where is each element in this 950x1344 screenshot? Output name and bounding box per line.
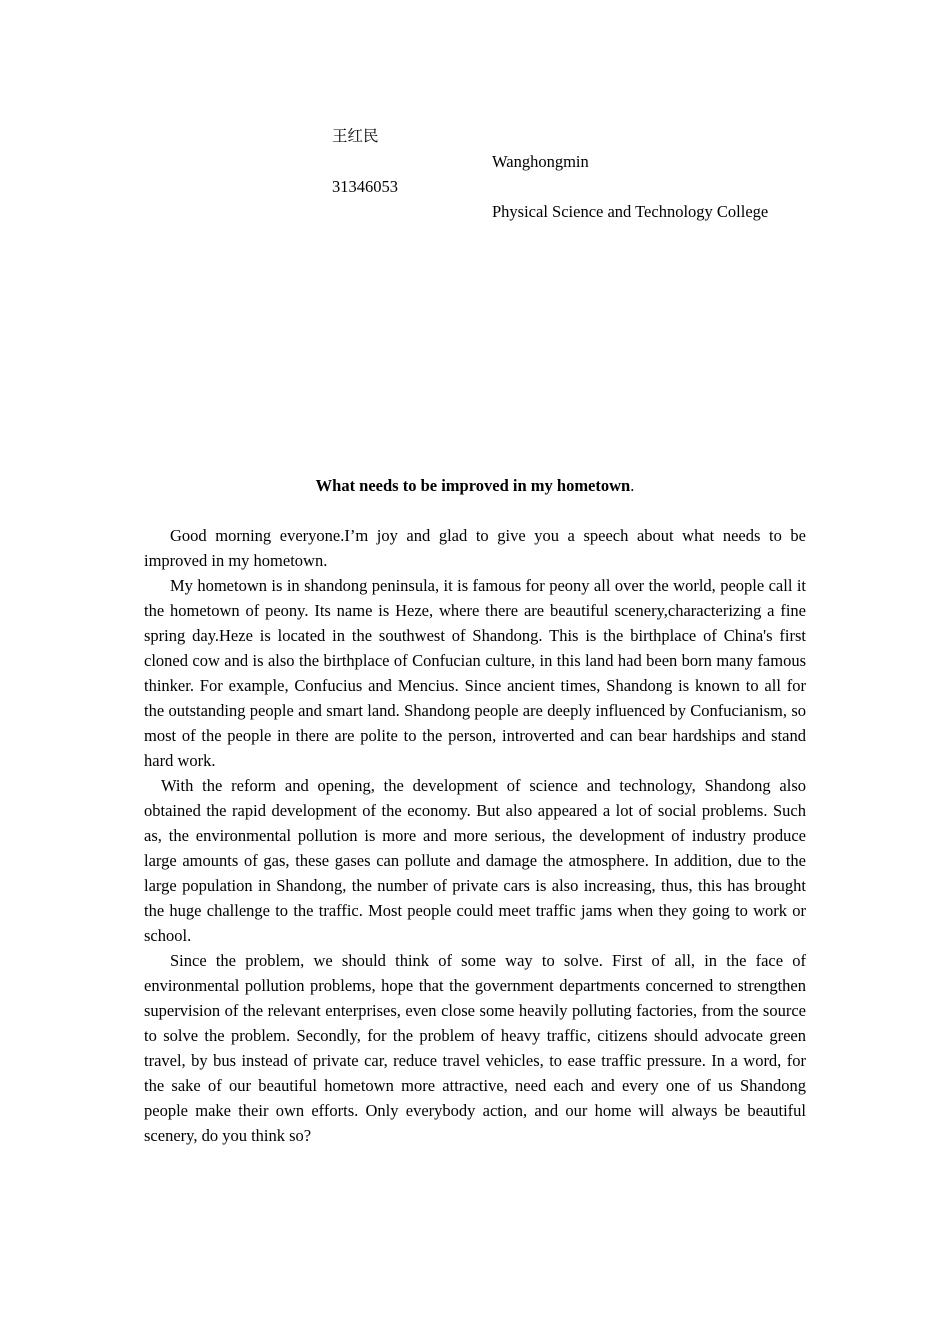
paragraph-problems: With the reform and opening, the development of science and technology, Shandong also obtained the rapid development of the economy. But also appeared a lot of social problems. Such as, the environmental pollution is more and more serious, the development of industry produce large amounts of gas, these gases can pollute and damage the atmosphere. In addition, due to the large population in Shandong, the number of private cars is also increasing, thus, this has brought the huge challenge to the traffic. Most people could meet traffic jams when they going to work or school. bbox=[144, 776, 806, 945]
document-title-trailing: . bbox=[630, 476, 635, 495]
student-id: 31346053 bbox=[332, 177, 398, 196]
document-body bbox=[144, 523, 806, 1148]
paragraph-solutions: Since the problem, we should think of some way to solve. First of all, in the face of environmental pollution problems, hope that the government departments concerned to strengthen supervision of the relevant enterprises, even close some heavily polluting factories, from the source to solve the problem. Secondly, for the problem of heavy traffic, citizens should advocate green travel, by bus instead of private car, reduce travel vehicles, to ease traffic pressure. In a word, for the sake of our beautiful hometown more attractive, need each and every one of us Shandong people make their own efforts. Only everybody action, and our home will always be beautiful scenery, do you think so? bbox=[144, 951, 806, 1145]
author-english-name: Wanghongmin bbox=[492, 152, 589, 171]
paragraph-greeting: Good morning everyone.I’m joy and glad to give you a speech about what needs to be improved in my hometown. bbox=[144, 526, 806, 570]
paragraph-hometown: My hometown is in shandong peninsula, it is famous for peony all over the world, people call it the hometown of peony. Its name is Heze, where there are beautiful scenery,characterizing a fine spring day.Heze is located in the southwest of Shandong. This is the birthplace of China's first cloned cow and is also the birthplace of Confucian culture, in this land had been born many famous thinker. For example, Confucius and Mencius. Since ancient times, Shandong is known to all for the outstanding people and smart land. Shandong people are deeply influenced by Confucianism, so most of the people in there are polite to the person, introverted and can bear hardships and stand hard work. bbox=[144, 576, 806, 770]
college-name: Physical Science and Technology College bbox=[492, 202, 769, 221]
author-chinese-name: 王红民 bbox=[332, 127, 379, 145]
document-title bbox=[144, 473, 806, 498]
document-title-text: What needs to be improved in my hometown bbox=[315, 476, 631, 495]
